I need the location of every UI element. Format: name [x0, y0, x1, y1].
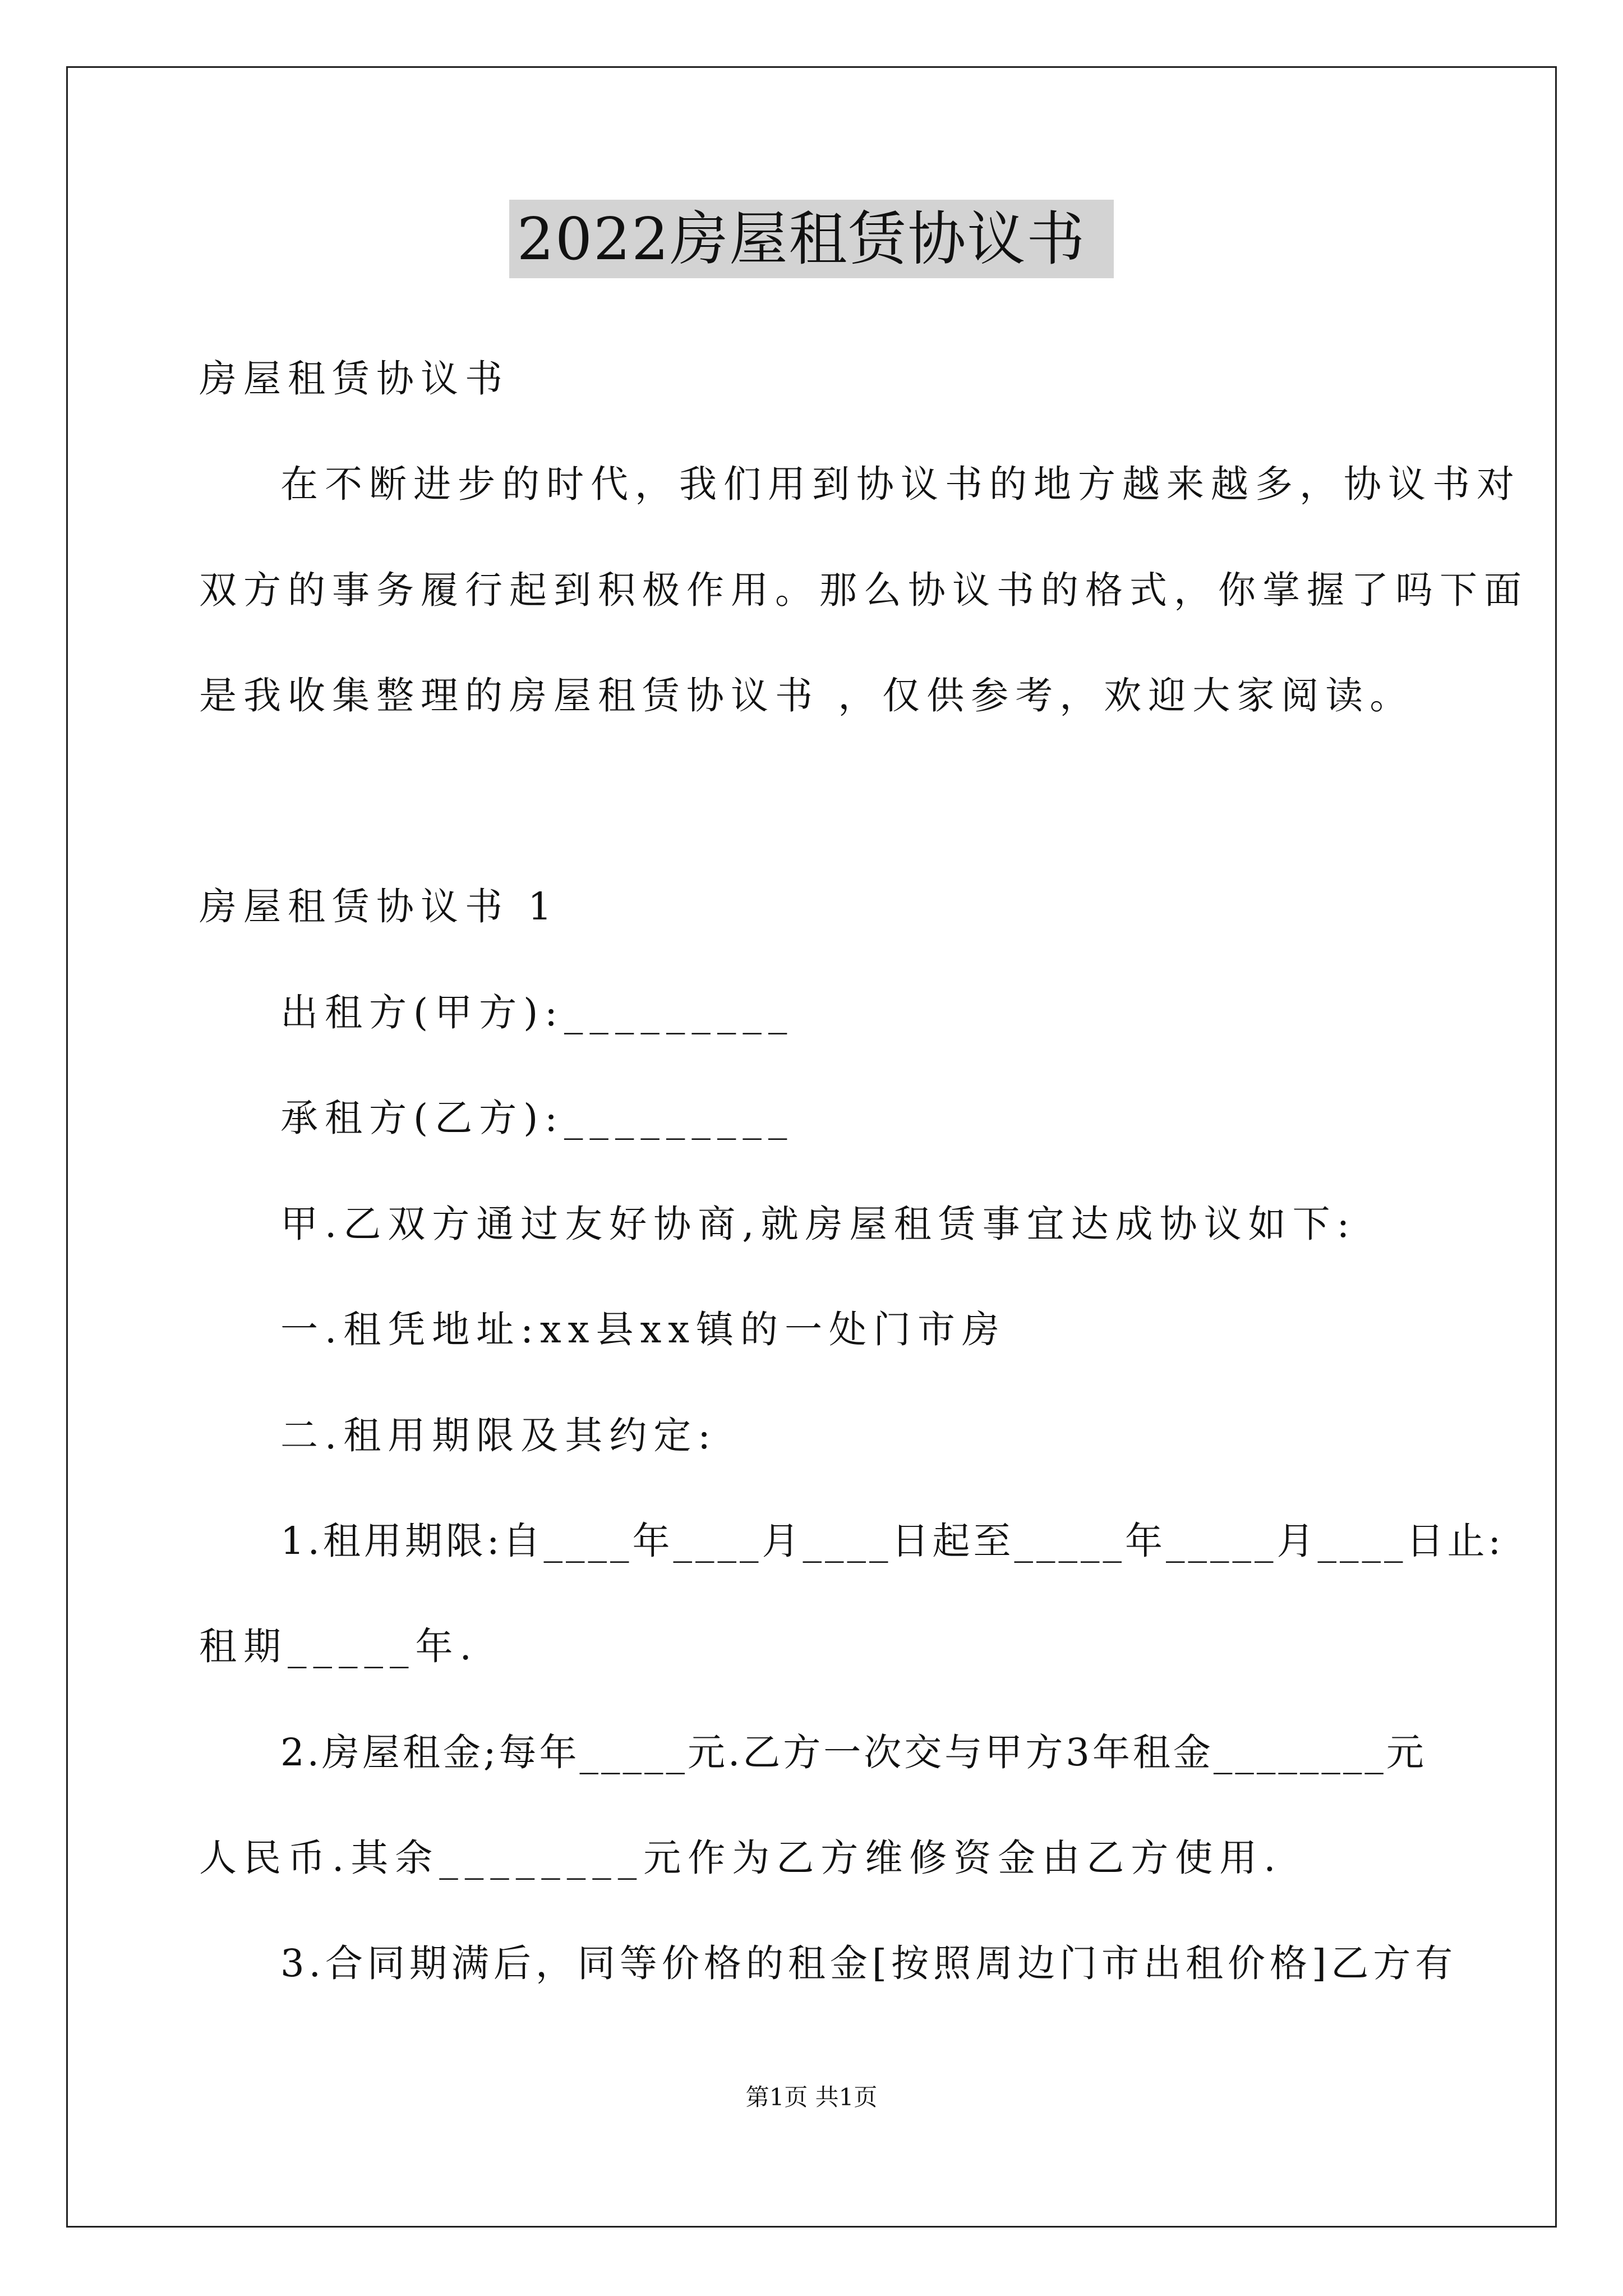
clause-term-years: 租期_____年. [199, 1625, 478, 1668]
agreement-intro: 甲.乙双方通过友好协商,就房屋租赁事宜达成协议如下: [280, 1202, 1357, 1246]
clause-rent-continued: 人民币.其余________元作为乙方维修资金由乙方使用. [199, 1836, 1283, 1880]
document-title: 2022房屋租赁协议书 [509, 200, 1114, 278]
section-heading: 房屋租赁协议书 1 [199, 885, 559, 928]
lessor-field: 出租方(甲方):_________ [280, 991, 794, 1034]
paragraph-line: 在不断进步的时代，我们用到协议书的地方越来越多，协议书对 [280, 462, 1521, 506]
intro-heading: 房屋租赁协议书 [199, 357, 509, 401]
paragraph-line: 是我收集整理的房屋租赁协议书 ，仅供参考，欢迎大家阅读。 [199, 674, 1414, 717]
clause-term-period: 1.租用期限:自____年____月____日起至_____年_____月____日止: [280, 1519, 1505, 1563]
lessee-field: 承租方(乙方):_________ [280, 1096, 794, 1140]
title-container [0, 200, 1623, 278]
paragraph-line: 双方的事务履行起到积极作用。那么协议书的格式，你掌握了吗下面 [199, 568, 1528, 612]
clause-term-heading: 二.租用期限及其约定: [280, 1414, 717, 1457]
clause-renewal: 3.合同期满后，同等价格的租金[按照周边门市出租价格]乙方有 [280, 1941, 1458, 1985]
clause-address: 一.租凭地址:xx县xx镇的一处门市房 [280, 1308, 1007, 1351]
clause-rent: 2.房屋租金;每年_____元.乙方一次交与甲方3年租金________元 [280, 1731, 1427, 1774]
page-footer: 第1页 共1页 [745, 2083, 878, 2111]
